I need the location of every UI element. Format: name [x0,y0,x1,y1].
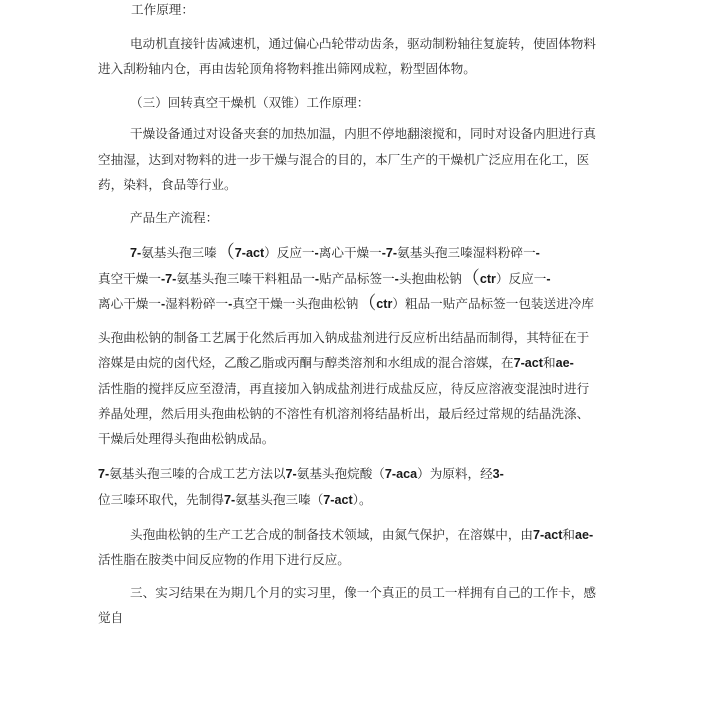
text-run: - [314,246,319,260]
text-run: ）为原料，经 [417,466,493,481]
text-run: ae- [555,356,574,370]
text-run: 真空干燥一头孢曲松钠 [232,296,359,311]
text-run: （ [358,293,377,314]
text-run: ）反应一 [264,245,315,260]
text-run: 7- [130,246,142,260]
text-run: 7- [98,467,110,481]
text-line: 产品生产流程： [130,210,219,225]
text-run: 7-aca [384,467,418,481]
text-run: ）反应一 [495,271,547,286]
text-line [130,527,593,543]
text-run: - [228,297,233,311]
process-flow-line [130,242,540,263]
text-run: - [535,246,540,260]
text-run: 氨基头孢三嗪的合成工艺方法以 [109,466,286,481]
text-run: - [314,272,320,286]
text-run: -7- [381,246,398,260]
text-run: 贴产品标签一 [319,271,395,286]
text-run: ctr [376,297,393,311]
text-line: 三、实习结果在为期几个月的实习里，像一个真正的员工一样拥有自己的工作卡，感 [130,585,596,600]
text-run: -7- [160,272,177,286]
text-run: 头孢曲松钠的生产工艺合成的制备技术领域，由氮气保护，在溶媒中，由 [130,527,533,542]
text-line [98,466,504,482]
text-run: 氨基头孢烷酸（ [296,466,385,481]
text-line: 头孢曲松钠的制备工艺属于化然后再加入钠成盐剂进行反应析出结晶而制得，其特征在于 [98,330,590,345]
text-line: 觉自 [98,610,124,625]
text-run: 氨基头孢三嗪干料粗品一 [176,271,315,286]
text-line: 活性脂的搅拌反应至澄清，再直接加入钠成盐剂进行成盐反应，待反应溶液变混浊时进行 [98,381,590,396]
section-heading: （三）回转真空干燥机（双锥）工作原理： [130,95,370,110]
text-line [98,355,574,371]
text-run: ae- [575,528,594,542]
text-line [98,492,372,508]
text-run: ctr [479,272,496,286]
text-run: 7- [223,493,236,507]
text-line: 工作原理： [131,2,194,17]
text-run: ）粗品一贴产品标签一包装送进冷库 [392,296,594,311]
text-run: 湿料粉碎一 [165,296,229,311]
text-run: ）。 [352,492,372,507]
text-line: 养晶处理，然后用头孢曲松钠的不溶性有机溶剂将结晶析出，最后经过常规的结晶洗涤、 [98,406,590,421]
text-line: 电动机直接针齿减速机，通过偏心凸轮带动齿条，驱动制粉轴往复旋转，使固体物料 [130,36,596,51]
text-line: 活性脂在胺类中间反应物的作用下进行反应。 [98,552,350,567]
process-flow-line [98,293,594,314]
text-run: 7- [285,467,297,481]
text-line: 药，染料，食品等行业。 [98,177,237,192]
text-line: 干燥后处理得头孢曲松钠成品。 [98,431,275,446]
text-run: 3- [492,467,504,481]
text-run: 氨基头孢三嗪（ [235,492,324,507]
text-run: - [160,297,166,311]
text-run: 7-act [323,493,353,507]
text-run: 7-act [234,246,265,260]
text-run: （ [216,242,235,263]
text-line: 干燥设备通过对设备夹套的加热加温，内胆不停地翻滚搅和，同时对设备内胆进行真 [130,126,596,141]
text-run: 氨基头孢三嗪 [141,245,217,260]
text-run: 氨基头孢三嗪湿料粉碎一 [397,245,536,260]
text-run: 真空干燥一 [98,271,161,286]
text-line: 空抽湿，达到对物料的进一步干燥与混合的目的，本厂生产的干燥机广泛应用在化工，医 [98,152,590,167]
text-run: 位三嗪环取代，先制得 [98,492,224,507]
text-run: 和 [543,355,556,370]
text-run: （ [461,268,480,289]
text-run: 和 [562,527,575,542]
text-line: 进入刮粉轴内仓，再由齿轮顶角将物料推出筛网成粒，粉型固体物。 [98,61,476,76]
text-run: 头抱曲松钠 [398,271,462,286]
text-run: 溶媒是由烷的卤代烃，乙酸乙脂或丙酮与醇类溶剂和水组成的混合溶媒，在 [98,355,514,370]
process-flow-line [98,268,551,289]
text-run: 离心干燥一 [98,296,161,311]
text-run: - [394,272,399,286]
text-run: 离心干燥一 [318,245,382,260]
text-run: 7-act [533,528,563,542]
text-run: - [546,272,551,286]
text-run: 7-act [513,356,543,370]
